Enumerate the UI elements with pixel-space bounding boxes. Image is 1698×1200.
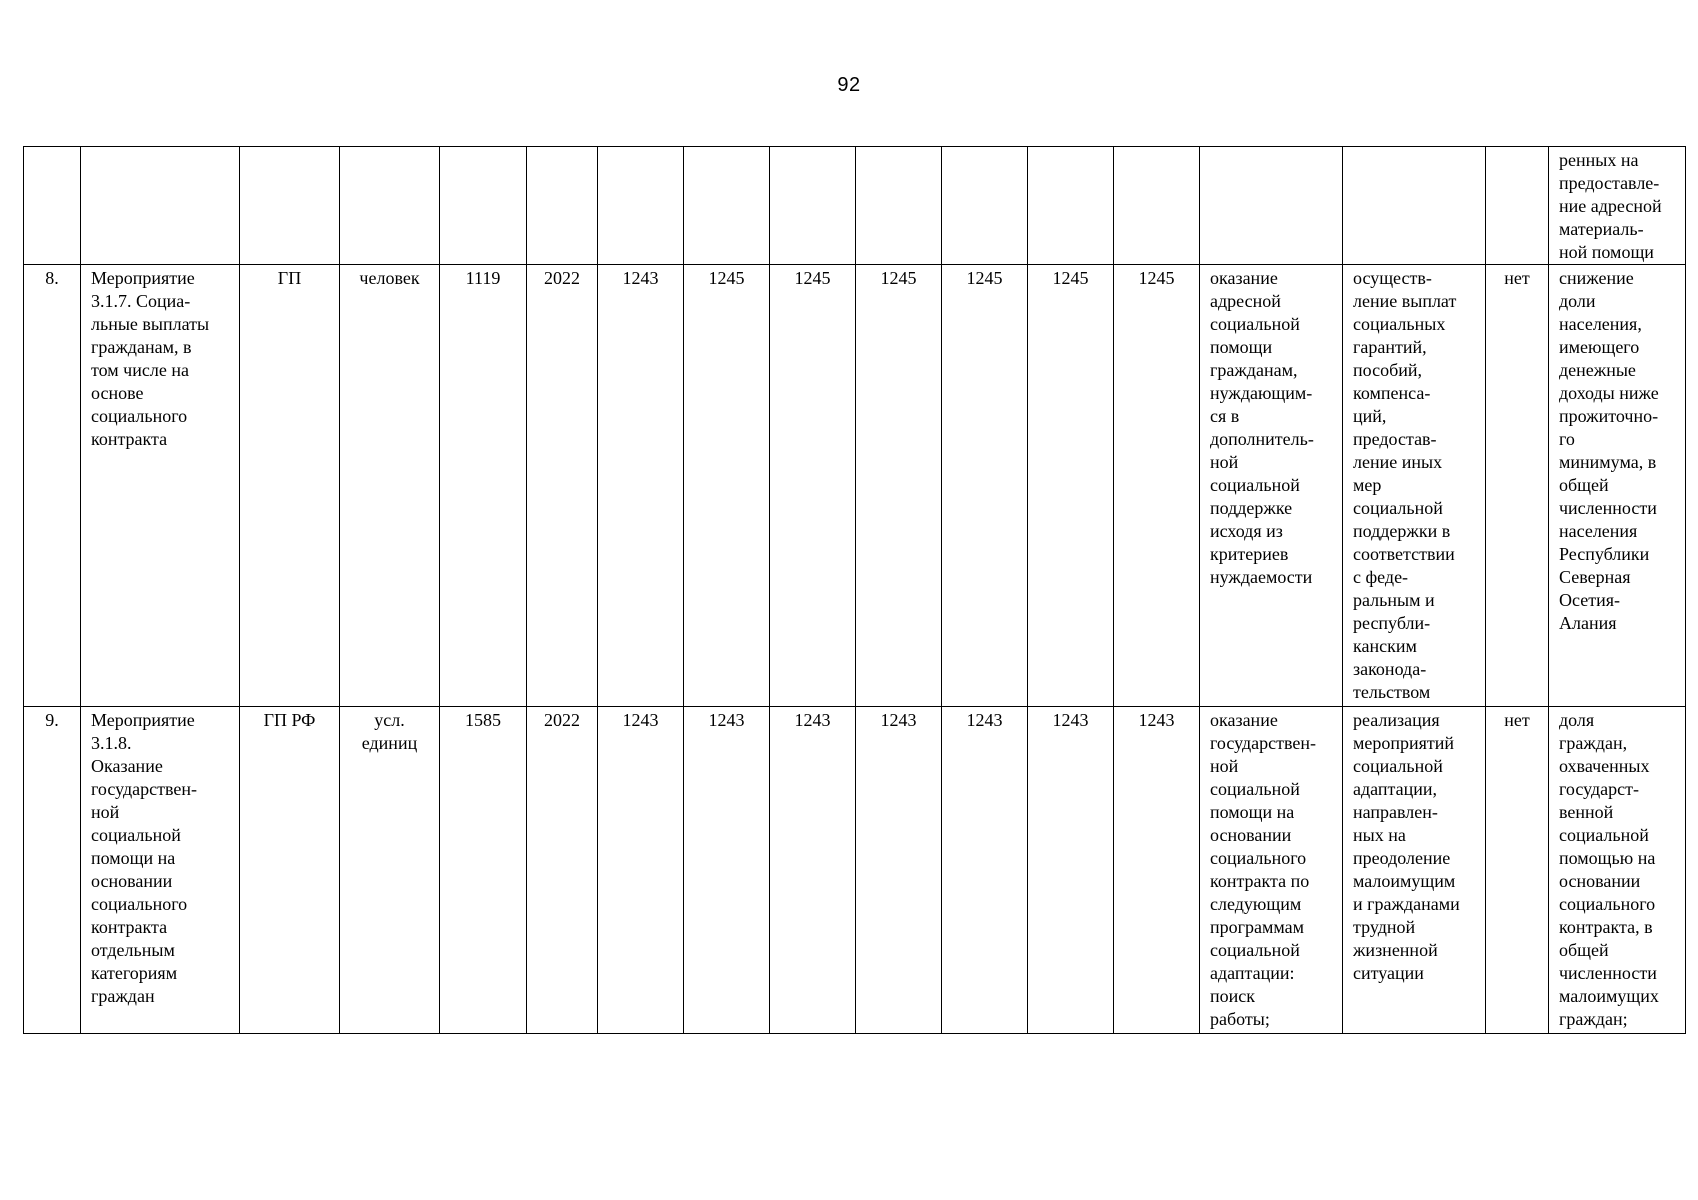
cell-value: 1245: [684, 265, 770, 707]
cell-target: ренных на предоставле- ние адресной материаль- ной помощи: [1549, 147, 1686, 265]
cell-value: 1245: [942, 265, 1028, 707]
cell-flag: нет: [1486, 265, 1549, 707]
cell-activity: [1343, 147, 1486, 265]
cell-value: 1243: [1114, 707, 1200, 1034]
cell-unit: человек: [340, 265, 440, 707]
cell-activity: осуществ- ление выплат социальных гарантий, пособий, компенса- ций, предостав- ление иных мер социальной поддержки в соответствии с феде- ральным и республи- канским законода- тельством: [1343, 265, 1486, 707]
cell-value: 1245: [1114, 265, 1200, 707]
cell-type: [240, 147, 340, 265]
table-row: [24, 265, 1686, 707]
cell-target: снижение доли населения, имеющего денежные доходы ниже прожиточно- го минимума, в общей численности населения Республики Северная Осетия- Алания: [1549, 265, 1686, 707]
cell-value: [1114, 147, 1200, 265]
cell-base-year: 2022: [527, 265, 598, 707]
cell-description: оказание государствен- ной социальной помощи на основании социального контракта по следующим программам социальной адаптации: поиск работы;: [1200, 707, 1343, 1034]
cell-event: [81, 147, 240, 265]
cell-target: доля граждан, охваченных государст- венной социальной помощью на основании социального контракта, в общей численности малоимущих граждан;: [1549, 707, 1686, 1034]
cell-value: [1028, 147, 1114, 265]
cell-value: [598, 147, 684, 265]
document-table: [23, 146, 1686, 1034]
cell-unit: усл. единиц: [340, 707, 440, 1034]
cell-num: 8.: [24, 265, 81, 707]
cell-activity: реализация мероприятий социальной адаптации, направлен- ных на преодоление малоимущим и гражданами трудной жизненной ситуации: [1343, 707, 1486, 1034]
cell-value: 1243: [942, 707, 1028, 1034]
cell-value: 1243: [856, 707, 942, 1034]
cell-value: 1243: [598, 707, 684, 1034]
cell-value: 1245: [856, 265, 942, 707]
cell-value: [856, 147, 942, 265]
cell-base-value: 1119: [440, 265, 527, 707]
cell-type: ГП: [240, 265, 340, 707]
cell-value: 1243: [1028, 707, 1114, 1034]
cell-event: Мероприятие 3.1.8. Оказание государствен- ной социальной помощи на основании социального контракта отдельным категориям граждан: [81, 707, 240, 1034]
cell-value: 1245: [1028, 265, 1114, 707]
cell-description: [1200, 147, 1343, 265]
cell-base-value: 1585: [440, 707, 527, 1034]
cell-num: [24, 147, 81, 265]
cell-type: ГП РФ: [240, 707, 340, 1034]
page-number: 92: [837, 74, 861, 96]
cell-value: 1243: [770, 707, 856, 1034]
cell-base-year: [527, 147, 598, 265]
cell-flag: нет: [1486, 707, 1549, 1034]
cell-num: 9.: [24, 707, 81, 1034]
cell-value: 1243: [598, 265, 684, 707]
cell-unit: [340, 147, 440, 265]
cell-value: 1243: [684, 707, 770, 1034]
cell-description: оказание адресной социальной помощи гражданам, нуждающим- ся в дополнитель- ной социальной поддержке исходя из критериев нуждаемости: [1200, 265, 1343, 707]
cell-event: Мероприятие 3.1.7. Социа- льные выплаты гражданам, в том числе на основе социального контракта: [81, 265, 240, 707]
cell-value: [942, 147, 1028, 265]
table-row: [24, 707, 1686, 1034]
cell-value: [684, 147, 770, 265]
cell-value: [770, 147, 856, 265]
cell-base-year: 2022: [527, 707, 598, 1034]
cell-value: 1245: [770, 265, 856, 707]
cell-flag: [1486, 147, 1549, 265]
cell-base-value: [440, 147, 527, 265]
table-row-continued: [24, 147, 1686, 265]
